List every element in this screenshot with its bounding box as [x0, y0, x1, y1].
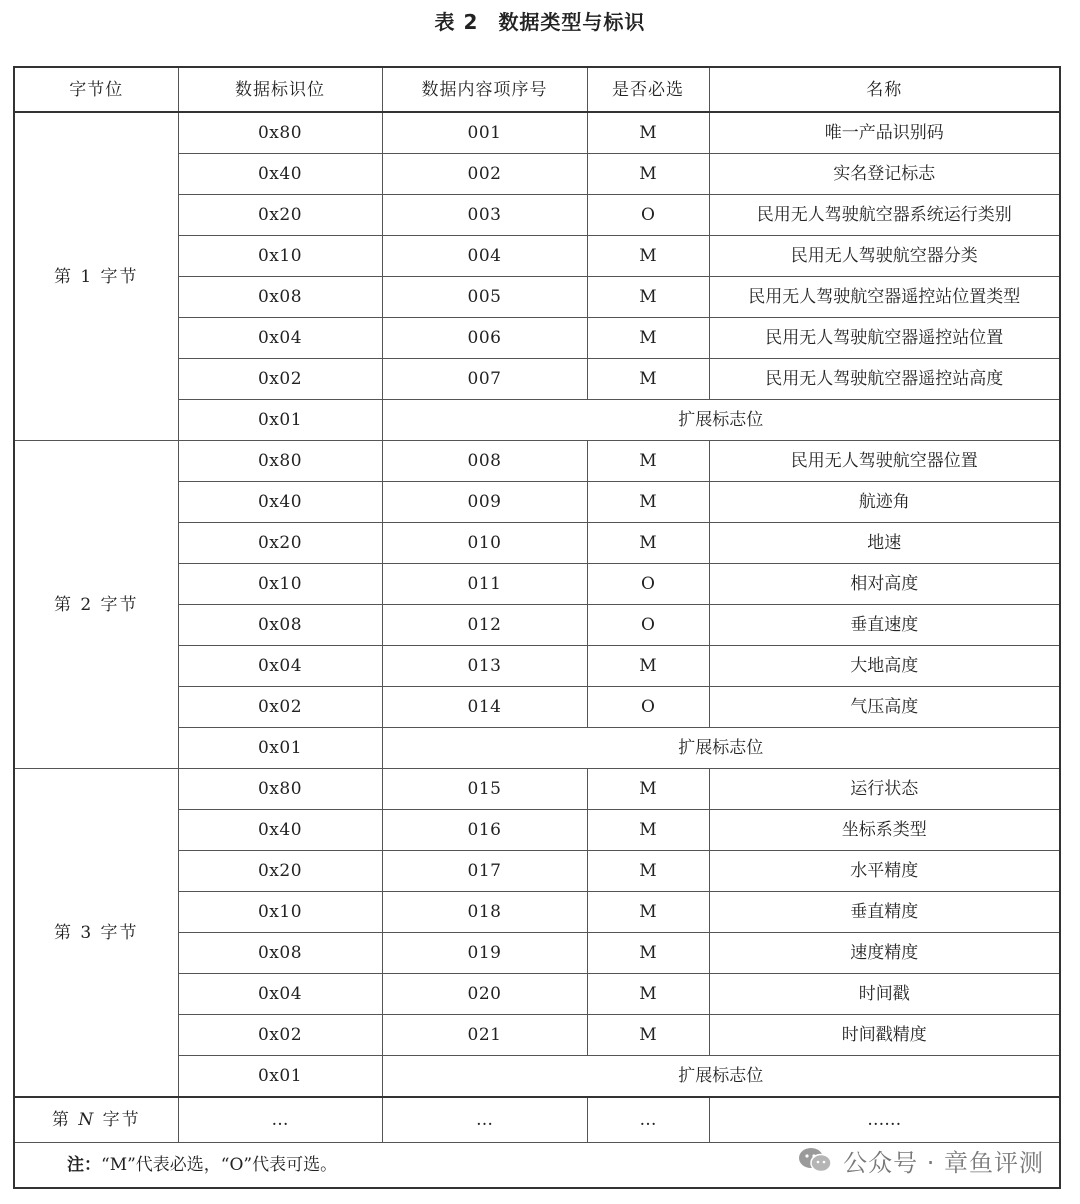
table-row-byte-n — [14, 1097, 1060, 1143]
required-cell: M — [587, 974, 709, 1015]
ext-flag-cell: 0x01 — [178, 400, 382, 441]
byte-n-name: …… — [709, 1097, 1060, 1143]
ext-label-cell: 扩展标志位 — [382, 1056, 1060, 1098]
name-cell: 民用无人驾驶航空器遥控站高度 — [709, 359, 1060, 400]
seq-cell: 006 — [382, 318, 587, 359]
byte-n-suffix: 字节 — [102, 1110, 141, 1130]
seq-cell: 005 — [382, 277, 587, 318]
required-cell: M — [587, 851, 709, 892]
name-cell: 时间戳 — [709, 974, 1060, 1015]
seq-cell: 008 — [382, 441, 587, 482]
flag-cell: 0x08 — [178, 277, 382, 318]
byte-n-seq: … — [382, 1097, 587, 1143]
watermark — [797, 1145, 1044, 1175]
seq-cell: 017 — [382, 851, 587, 892]
required-cell: O — [587, 687, 709, 728]
required-cell: M — [587, 359, 709, 400]
name-cell: 航迹角 — [709, 482, 1060, 523]
seq-cell: 004 — [382, 236, 587, 277]
header-required: 是否必选 — [587, 67, 709, 112]
watermark-text: 公众号 · 章鱼评测 — [843, 1148, 1044, 1177]
table-row — [14, 769, 1060, 810]
byte-label-cell: 第 3 字节 — [14, 769, 178, 1098]
name-cell: 相对高度 — [709, 564, 1060, 605]
flag-cell: 0x40 — [178, 482, 382, 523]
flag-cell: 0x40 — [178, 154, 382, 195]
note-text: “M”代表必选，“O”代表可选。 — [101, 1155, 338, 1175]
required-cell: O — [587, 564, 709, 605]
note-label: 注： — [67, 1155, 101, 1175]
table-number: 表 2 — [434, 10, 479, 34]
required-cell: M — [587, 277, 709, 318]
seq-cell: 021 — [382, 1015, 587, 1056]
flag-cell: 0x04 — [178, 646, 382, 687]
name-cell: 民用无人驾驶航空器遥控站位置 — [709, 318, 1060, 359]
flag-cell: 0x10 — [178, 564, 382, 605]
required-cell: M — [587, 1015, 709, 1056]
required-cell: M — [587, 441, 709, 482]
seq-cell: 012 — [382, 605, 587, 646]
data-type-table — [13, 66, 1061, 1189]
ext-flag-cell: 0x01 — [178, 1056, 382, 1098]
flag-cell: 0x04 — [178, 318, 382, 359]
required-cell: M — [587, 810, 709, 851]
ext-label-cell: 扩展标志位 — [382, 728, 1060, 769]
header-flag: 数据标识位 — [178, 67, 382, 112]
name-cell: 民用无人驾驶航空器遥控站位置类型 — [709, 277, 1060, 318]
name-cell: 民用无人驾驶航空器系统运行类别 — [709, 195, 1060, 236]
flag-cell: 0x80 — [178, 441, 382, 482]
flag-cell: 0x02 — [178, 359, 382, 400]
seq-cell: 018 — [382, 892, 587, 933]
seq-cell: 009 — [382, 482, 587, 523]
required-cell: M — [587, 318, 709, 359]
ext-flag-cell: 0x01 — [178, 728, 382, 769]
flag-cell: 0x02 — [178, 1015, 382, 1056]
name-cell: 运行状态 — [709, 769, 1060, 810]
required-cell: O — [587, 195, 709, 236]
required-cell: M — [587, 482, 709, 523]
flag-cell: 0x20 — [178, 195, 382, 236]
flag-cell: 0x02 — [178, 687, 382, 728]
flag-cell: 0x80 — [178, 769, 382, 810]
required-cell: M — [587, 769, 709, 810]
name-cell: 垂直速度 — [709, 605, 1060, 646]
flag-cell: 0x08 — [178, 933, 382, 974]
name-cell: 实名登记标志 — [709, 154, 1060, 195]
name-cell: 地速 — [709, 523, 1060, 564]
table-row — [14, 112, 1060, 154]
ext-label-cell: 扩展标志位 — [382, 400, 1060, 441]
header-name: 名称 — [709, 67, 1060, 112]
flag-cell: 0x10 — [178, 892, 382, 933]
header-seq: 数据内容项序号 — [382, 67, 587, 112]
seq-cell: 010 — [382, 523, 587, 564]
byte-n-flag: … — [178, 1097, 382, 1143]
header-row — [14, 67, 1060, 112]
byte-n-prefix: 第 — [51, 1110, 71, 1130]
seq-cell: 020 — [382, 974, 587, 1015]
required-cell: M — [587, 236, 709, 277]
flag-cell: 0x20 — [178, 523, 382, 564]
required-cell: M — [587, 154, 709, 195]
seq-cell: 003 — [382, 195, 587, 236]
seq-cell: 002 — [382, 154, 587, 195]
header-byte: 字节位 — [14, 67, 178, 112]
flag-cell: 0x10 — [178, 236, 382, 277]
name-cell: 民用无人驾驶航空器分类 — [709, 236, 1060, 277]
flag-cell: 0x08 — [178, 605, 382, 646]
byte-n-letter: N — [78, 1110, 96, 1130]
name-cell: 坐标系类型 — [709, 810, 1060, 851]
wechat-icon — [797, 1146, 833, 1174]
seq-cell: 019 — [382, 933, 587, 974]
seq-cell: 014 — [382, 687, 587, 728]
name-cell: 时间戳精度 — [709, 1015, 1060, 1056]
table-row — [14, 441, 1060, 482]
seq-cell: 001 — [382, 112, 587, 154]
name-cell: 垂直精度 — [709, 892, 1060, 933]
name-cell: 气压高度 — [709, 687, 1060, 728]
required-cell: M — [587, 646, 709, 687]
byte-n-cell — [14, 1097, 178, 1143]
seq-cell: 007 — [382, 359, 587, 400]
flag-cell: 0x20 — [178, 851, 382, 892]
name-cell: 唯一产品识别码 — [709, 112, 1060, 154]
flag-cell: 0x80 — [178, 112, 382, 154]
flag-cell: 0x04 — [178, 974, 382, 1015]
required-cell: M — [587, 112, 709, 154]
seq-cell: 011 — [382, 564, 587, 605]
required-cell: M — [587, 933, 709, 974]
byte-n-req: … — [587, 1097, 709, 1143]
table-caption — [0, 6, 1080, 35]
name-cell: 水平精度 — [709, 851, 1060, 892]
name-cell: 速度精度 — [709, 933, 1060, 974]
seq-cell: 016 — [382, 810, 587, 851]
table-title: 数据类型与标识 — [498, 10, 646, 34]
flag-cell: 0x40 — [178, 810, 382, 851]
name-cell: 民用无人驾驶航空器位置 — [709, 441, 1060, 482]
required-cell: M — [587, 523, 709, 564]
required-cell: M — [587, 892, 709, 933]
byte-label-cell: 第 1 字节 — [14, 112, 178, 441]
byte-label-cell: 第 2 字节 — [14, 441, 178, 769]
seq-cell: 013 — [382, 646, 587, 687]
seq-cell: 015 — [382, 769, 587, 810]
required-cell: O — [587, 605, 709, 646]
name-cell: 大地高度 — [709, 646, 1060, 687]
